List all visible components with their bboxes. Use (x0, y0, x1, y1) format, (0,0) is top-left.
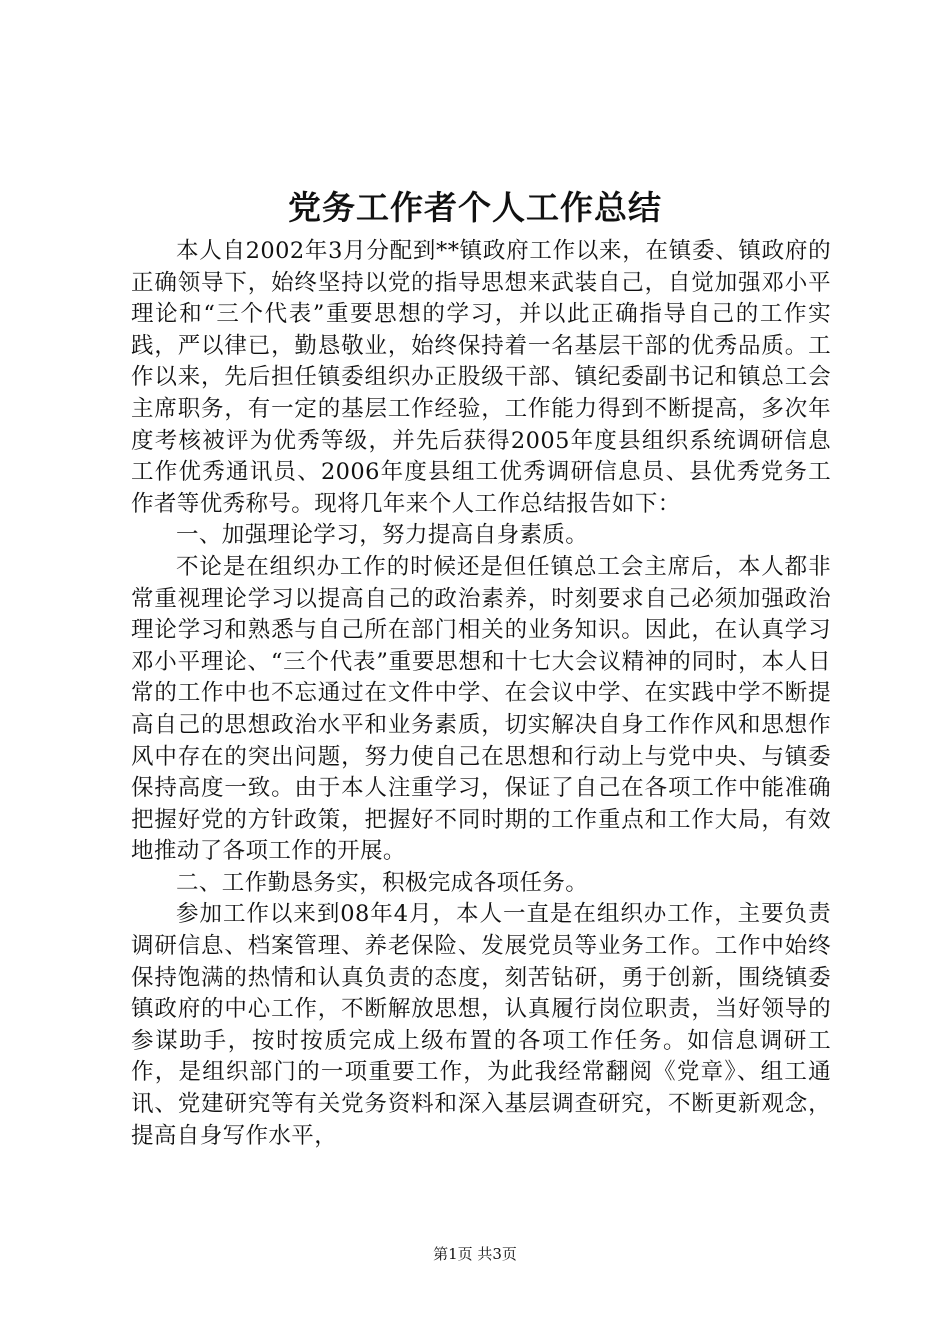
paragraph-section-2: 参加工作以来到08年4月，本人一直是在组织办工作，主要负责调研信息、档案管理、养老保险、发展党员等业务工作。工作中始终保持饱满的热情和认真负责的态度，刻苦钻研，勇于创新，围绕镇委镇政府的中心工作，不断解放思想，认真履行岗位职责，当好领导的参谋助手，按时按质完成上级布置的各项工作任务。如信息调研工作，是组织部门的一项重要工作，为此我经常翻阅《党章》、组工通讯、党建研究等有关党务资料和深入基层调查研究，不断更新观念，提高自身写作水平， (131, 901, 831, 1149)
section-heading-1: 一、加强理论学习，努力提高自身素质。 (176, 522, 589, 549)
page-number-footer: 第1页 共3页 (433, 1245, 517, 1263)
document-body (131, 236, 831, 1152)
section-heading-2: 二、工作勤恳务实，积极完成各项任务。 (176, 869, 589, 896)
paragraph-section-1: 不论是在组织办工作的时候还是但任镇总工会主席后，本人都非常重视理论学习以提高自己的政治素养，时刻要求自己必须加强政治理论学习和熟悉与自己所在部门相关的业务知识。因此，在认真学习邓小平理论、“三个代表”重要思想和十七大会议精神的同时，本人日常的工作中也不忘通过在文件中学、在会议中学、在实践中学不断提高自己的思想政治水平和业务素质，切实解决自身工作作风和思想作风中存在的突出问题，努力使自己在思想和行动上与党中央、与镇委保持高度一致。由于本人注重学习，保证了自己在各项工作中能准确把握好党的方针政策，把握好不同时期的工作重点和工作大局，有效地推动了各项工作的开展。 (131, 553, 831, 865)
document-title: 党务工作者个人工作总结 (288, 188, 662, 227)
paragraph-intro: 本人自2002年3月分配到**镇政府工作以来，在镇委、镇政府的正确领导下，始终坚持以党的指导思想来武装自己，自觉加强邓小平理论和“三个代表”重要思想的学习，并以此正确指导自己的工作实践，严以律已，勤恳敬业，始终保持着一名基层干部的优秀品质。工作以来，先后担任镇委组织办正股级干部、镇纪委副书记和镇总工会主席职务，有一定的基层工作经验，工作能力得到不断提高，多次年度考核被评为优秀等级，并先后获得2005年度县组织系统调研信息工作优秀通讯员、2006年度县组工优秀调研信息员、县优秀党务工作者等优秀称号。现将几年来个人工作总结报告如下： (131, 238, 831, 517)
